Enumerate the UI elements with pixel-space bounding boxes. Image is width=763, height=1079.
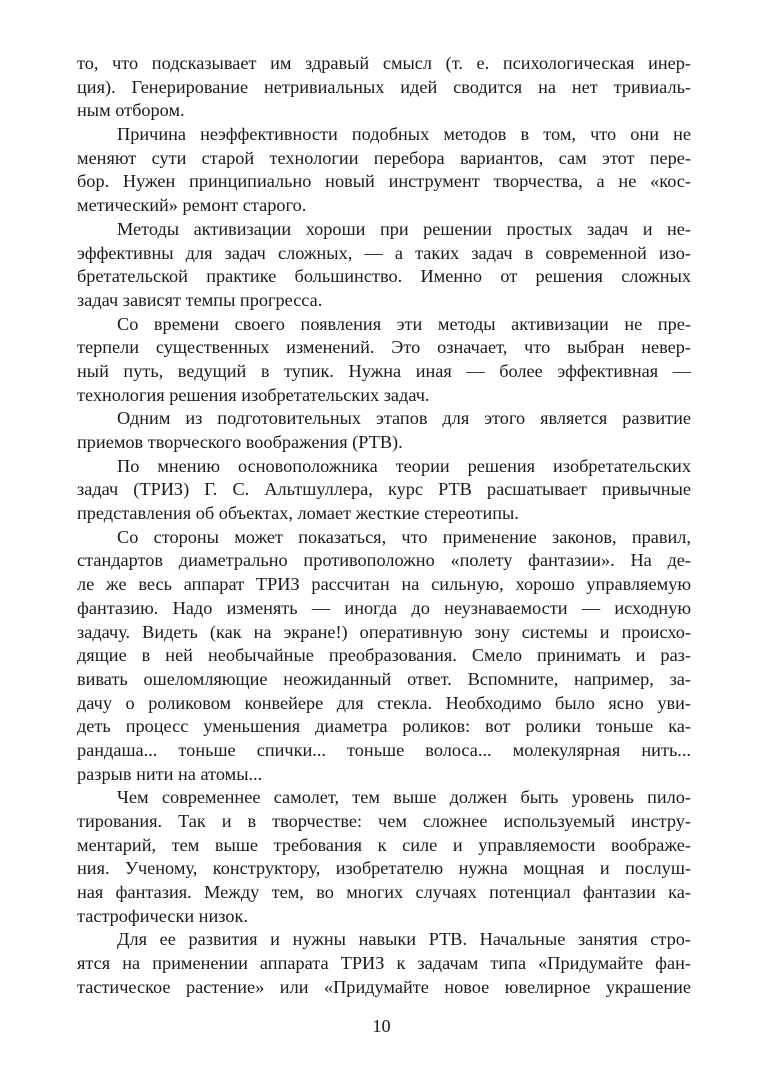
paragraph-3	[77, 218, 691, 313]
page-number: 10	[372, 1016, 391, 1036]
text-line: ная фантазия. Между тем, во многих случаях потенциал фантазии ка-	[77, 882, 691, 903]
text-line: эффективны для задач сложных, — а таких задач в современной изо-	[77, 242, 691, 263]
text-line: Одним из подготовительных этапов для этого является развитие	[117, 408, 691, 429]
text-line: задач зависят темпы прогресса.	[77, 289, 323, 310]
text-line: то, что подсказывает им здравый смысл (т. е. психологическая инер-	[77, 53, 691, 73]
text-line: технология решения изобретательских задач.	[77, 384, 430, 405]
text-line: ция). Генерирование нетривиальных идей сводится на нет тривиаль-	[77, 76, 691, 97]
text-line: дящие в ней необычайные преобразования. Смело принимать и раз-	[77, 645, 691, 666]
text-line: задачу. Видеть (как на экране!) оперативную зону системы и происхо-	[77, 621, 691, 642]
paragraph-5	[77, 407, 691, 454]
text-line: Для ее развития и нужны навыки РТВ. Начальные занятия стро-	[117, 929, 691, 950]
paragraph-2	[77, 123, 691, 218]
text-line: рандаша... тоньше спички... тоньше волоса... молекулярная нить...	[77, 739, 691, 760]
text-line: задач (ТРИЗ) Г. С. Альтшуллера, курс РТВ расшатывает привычные	[77, 479, 691, 500]
text-line: ментарий, тем выше требования к силе и управляемости воображе-	[77, 834, 691, 855]
text-line: Со стороны может показаться, что применение законов, правил,	[117, 526, 691, 547]
page-body	[77, 52, 691, 1000]
text-line: Причина неэффективности подобных методов в том, что они не	[117, 124, 691, 145]
text-line: разрыв нити на атомы...	[77, 763, 263, 784]
text-line: ятся на применении аппарата ТРИЗ к задачам типа «Придумайте фан-	[77, 953, 691, 974]
text-line: тирования. Так и в творчестве: чем сложнее используемый инстру-	[77, 811, 691, 831]
paragraph-7	[77, 526, 691, 787]
text-line: терпели существенных изменений. Это означает, что выбран невер-	[77, 337, 691, 358]
text-line: деть процесс уменьшения диаметра роликов: вот ролики тоньше ка-	[77, 716, 691, 737]
text-line: ния. Ученому, конструктору, изобретателю нужна мощная и послуш-	[77, 858, 691, 879]
text-line: дачу о роликовом конвейере для стекла. Необходимо было ясно уви-	[77, 692, 691, 713]
paragraph-6	[77, 455, 691, 526]
text-line: Методы активизации хороши при решении простых задач и не-	[117, 218, 691, 239]
text-line: По мнению основоположника теории решения изобретательских	[117, 455, 691, 476]
text-line: ный путь, ведущий в тупик. Нужна иная — более эффективная —	[77, 360, 691, 381]
text-line: меняют сути старой технологии перебора вариантов, сам этот пере-	[77, 147, 691, 168]
paragraph-4	[77, 313, 691, 408]
text-line: приемов творческого воображения (РТВ).	[77, 432, 403, 452]
paragraph-8	[77, 786, 691, 928]
text-line: Чем современнее самолет, тем выше должен быть уровень пило-	[117, 787, 691, 808]
text-line: Со времени своего появления эти методы активизации не пре-	[117, 313, 691, 334]
paragraph-9	[77, 928, 691, 999]
text-line: вивать ошеломляющие неожиданный ответ. Вспомните, например, за-	[77, 668, 691, 689]
text-line: ным отбором.	[77, 100, 185, 121]
text-line: бретательской практике большинство. Именно от решения сложных	[77, 266, 691, 287]
text-line: тастическое растение» или «Придумайте новое ювелирное украшение	[77, 976, 691, 997]
text-line: ле же весь аппарат ТРИЗ рассчитан на сильную, хорошо управляемую	[77, 574, 691, 595]
text-line: бор. Нужен принципиально новый инструмент творчества, а не «кос-	[77, 171, 691, 192]
text-line: представления об объектах, ломает жесткие стереотипы.	[77, 503, 519, 524]
text-line: стандартов диаметрально противоположно «полету фантазии». На де-	[77, 550, 691, 571]
text-line: фантазию. Надо изменять — иногда до неузнаваемости — исходную	[77, 597, 691, 618]
text-line: метический» ремонт старого.	[77, 195, 307, 216]
paragraph-1	[77, 52, 691, 123]
text-line: тастрофически низок.	[77, 905, 248, 926]
